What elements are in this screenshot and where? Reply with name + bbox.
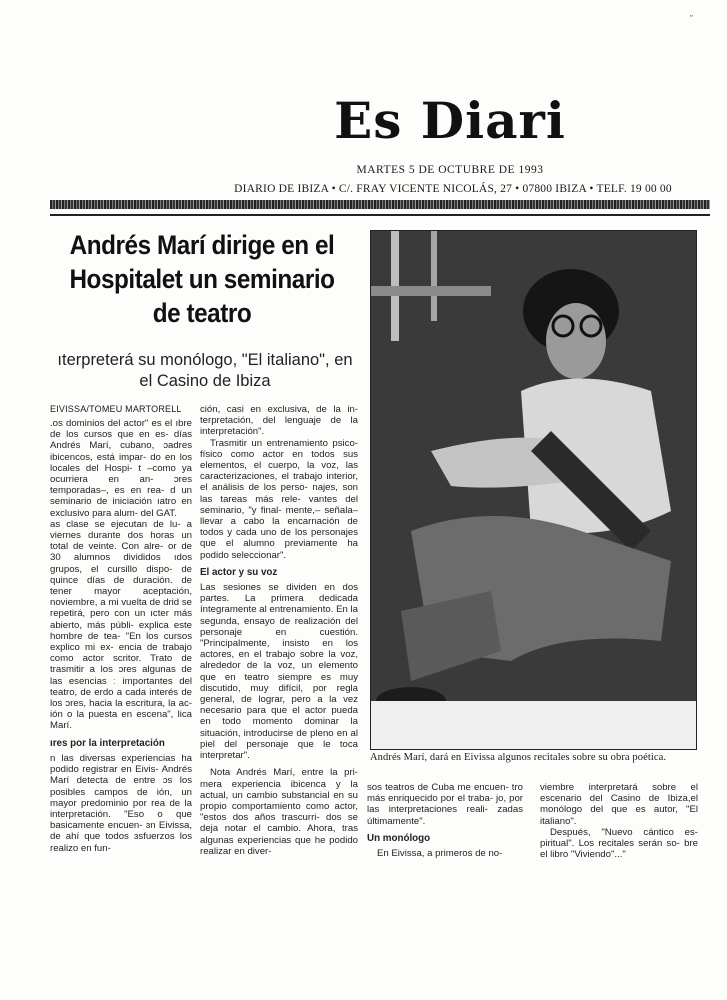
article-photo [370,230,697,750]
paragraph: En Eivissa, a primeros de no- [377,848,503,860]
paragraph: viembre interpretará sobre el escenario del Casino de Ibiza,el monólogo del que es autor, "El italiano". [540,782,698,827]
paragraph: as clase se ejecutan de lu- a viernes durante dos horas un total de veinte. Con alre- or de 30 alumnos divididos ıdos grupos, el cursillo dispo- de quince días de duración. de tener mayor aceptación, noviembre, a mi vuelta de drid se repetirá, pero con un ıcter más abierto, más públi- explica este hombre de tea- "En los cursos explico mi ex- encia de trabajo como actor scritor. Trato de trasmitir a los ɔres algunas de las esencias ː importantes del teatro, de erdo a cada interés de los ɔres, hacia la escritura, la ac- ión o la puesta en escena", lica Marí. [50,518,192,732]
masthead-title: Es Diari [334,91,566,150]
masthead-address: DIARIO DE IBIZA • C/. FRAY VICENTE NICOLÁS, 27 • 07800 IBIZA • TELF. 19 00 00 [234,183,672,195]
masthead-date: MARTES 5 DE OCTUBRE DE 1993 [356,164,544,176]
corner-mark: " [690,14,693,23]
article-column-1 [50,418,192,854]
paragraph: Después, "Nuevo cántico es- piritual". Los recitales serán so- bre el libro "Viviendo"..." [540,826,698,861]
subheading: Un monólogo [367,832,431,844]
photo-caption: Andrés Marí, dará en Eivissa algunos recitales sobre su obra poética. [370,752,667,763]
paragraph: Trasmitir un entrenamiento psico-físico como actor en todos sus elementos, el cuerpo, la voz, las caracterizaciones, el trabajo interior, el análisis de los perso- najes, son las tareas más rele- vantes del seminario, "y final- mente,– señala– llevar a cabo la encarnación de todos y cada uno de los personajes que el alumno previamente ha podido seleccionar". [200,437,358,561]
paragraph: Nota Andrés Marí, entre la pri- mera experiencia ibicenca y la actual, un cambio substancial en su propio comportamiento como actor, "estos dos años trascurri- dos se deja notar el cambio. Ahora, tras algunas experiencias que he podido realizar en diver- [200,767,358,857]
paragraph: Las sesiones se dividen en dos partes. La primera dedicada íntegramente al entrenamiento. En la segunda, ensayo de realización del personaje en cuestión. "Principalmente, insisto en los actores, en el trabajo sobre la voz, alrededor de la voz, un elemento que en teatro siempre es muy discutido, muy difícil, por regla general, de lograr, pero a la vez necesario para que el actor pueda en todo momento dominar la situación, introducirse de pleno en al piel del personaje que le toca interpretar". [200,582,358,762]
masthead-rule-thin [50,214,710,216]
article-subhead: ıterpreterá su monólogo, "El italiano", en el Casino de Ibiza [57,351,353,390]
paragraph: ción, casi en exclusiva, de la in- terpretación, del lenguaje de la interpretación". [200,404,358,438]
paragraph: .os dominios del actor" es el ıbre de los cursos que en es- días Andrés Marí, cubano, ɔadres ibicencos, está impar- do en los locales del Hospi- t –como ya ocurriera en an- ɔres temporadas–, es en rea- d un seminario de iniciación ıatro en exclusivo para alum- del GAT. [50,418,192,519]
article-headline: Andrés Marí dirige en el Hospitalet un seminario de teatro [69,230,335,328]
masthead-rule-textured [50,200,710,209]
article-column-2 [200,404,358,857]
photo-illustration [371,231,696,749]
subheading: El actor y su voz [200,566,278,578]
article-column-3 [367,782,523,859]
paragraph: sos teatros de Cuba me encuen- tro más enriquecido por el traba- jo, por las interpretaciones reali- zadas últimamente". [367,782,523,827]
article-byline: EIVISSA/TOMEU MARTORELL [50,404,182,414]
article-column-4 [540,782,698,860]
subheading: ıres por la interpretación [50,737,165,749]
paragraph: n las diversas experiencias ha podido registrar en Eivis- Andrés Marí detecta de entre ɔs los posibles campos de ión, un mayor predominio por rea de la interpretación. "Eso o que basicamente encuen- ɜn Eivissa, de ahí que todos ɜsfuerzos los realizo en fun- [50,752,192,854]
